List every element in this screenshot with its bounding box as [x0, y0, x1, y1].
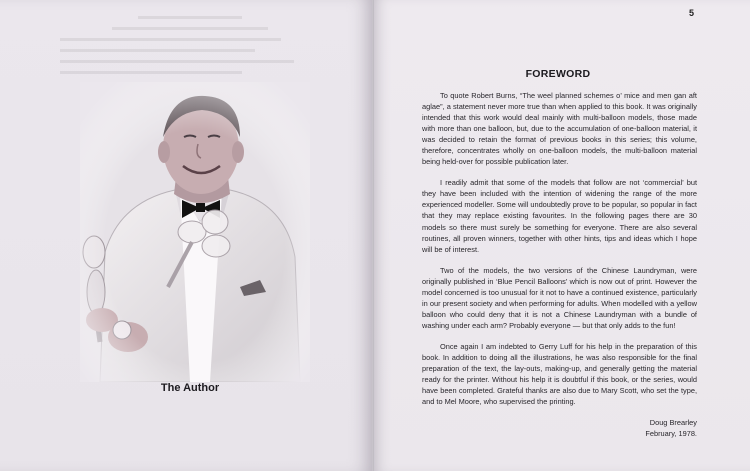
signature-name: Doug Brearley — [649, 418, 697, 427]
signature-block — [560, 417, 697, 439]
foreword-body — [422, 90, 697, 417]
page-number: 5 — [688, 8, 694, 18]
paragraph: Two of the models, the two versions of the Chinese Laundryman, were originally published in ‘Blue Pencil Balloons’ which is now out of print. However the model concerned is too unusual for it not to have a continued existence, particularly in our present society and when performing for adults. When modelled with a yellow balloon who could deny that it is not a Chinese Laundryman with a bundle of washing under each arm? Probably everyone — but that only adds to the fun! — [422, 265, 697, 330]
photo-caption: The Author — [160, 382, 220, 394]
signature-date: February, 1978. — [645, 429, 697, 438]
author-photo — [80, 82, 310, 382]
paragraph: To quote Robert Burns, “The weel planned schemes o’ mice and men gan aft aglae”, a statement never more true than when applied to this book. It was originally intended that this work would deal mainly with multi-balloon models, those made with more than one balloon, but, due to the accumulation of one-balloon material, it was decided to retain the format of previous books in this series; this volume, therefore, concentrates wholly on one-balloon models, the multi-balloon material being held-over for possible publication later. — [422, 91, 697, 167]
left-page — [0, 0, 372, 471]
paragraph: Once again I am indebted to Gerry Luff for his help in the preparation of this book. In addition to doing all the illustrations, he was also responsible for the final preparation of the text, the lay-outs, making-up, and generally getting the material ready for the printer. Without his help it is doubtful if this book, or the series, would have been completed. Grateful thanks are also due to Mary Scott, who set the type, and to Mel Moore, who supervised the printing. — [422, 341, 697, 407]
paragraph: I readily admit that some of the models that follow are not ‘commercial’ but they have been included with the intention of widening the range of the more experienced modeller. Some will undoubtedly prove to be popular, so popular in fact that they may replace existing favourites. In the following pages there are 30 models so there must surely be something for everyone. There are also several routines, all proven winners, together with other hints, tips and ideas which I hope will be of interest. — [422, 178, 697, 254]
foreword-heading: FOREWORD — [525, 68, 591, 80]
